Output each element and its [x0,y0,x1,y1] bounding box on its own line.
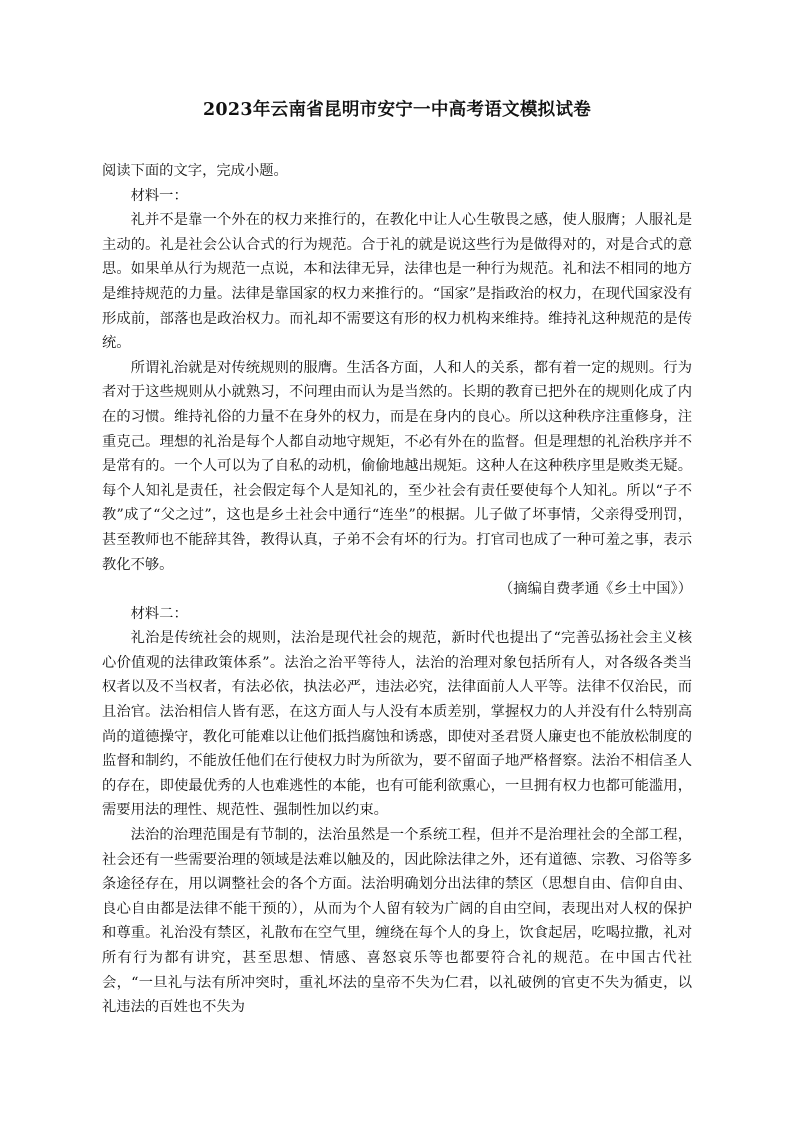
material1-label: 材料一： [130,187,188,204]
document-body [102,159,692,1020]
material2-paragraph: 法治的治理范围是有节制的，法治虽然是一个系统工程，但并不是治理社会的全部工程，社会还有一些需要治理的领域是法难以触及的，因此除法律之外，还有道德、宗教、习俗等多条途径存在，用以调整社会的各个方面。法治明确划分出法律的禁区（思想自由、信仰自由、良心自由都是法律不能干预的），从而为个人留有较为广阔的自由空间，表现出对人权的保护和尊重。礼治没有禁区，礼散布在空气里，缠绕在每个人的身上，饮食起居，吃喝拉撒，礼对所有行为都有讲究，甚至思想、情感、喜怒哀乐等也都要符合礼的规范。在中国古代社会，“一旦礼与法有所冲突时，重礼坏法的皇帝不失为仁君，以礼破例的官吏不失为循吏，以礼违法的百姓也不失为 [102,827,692,1016]
page-title: 2023年云南省昆明市安宁一中高考语文模拟试卷 [202,100,592,120]
material1-paragraph: 所谓礼治就是对传统规则的服膺。生活各方面，人和人的关系，都有着一定的规则。行为者对于这些规则从小就熟习，不问理由而认为是当然的。长期的教育已把外在的规则化成了内在的习惯。维持礼俗的力量不在身外的权力，而是在身内的良心。所以这种秩序注重修身，注重克己。理想的礼治是每个人都自动地守规矩，不必有外在的监督。但是理想的礼治秩序并不是常有的。一个人可以为了自私的动机，偷偷地越出规矩。这种人在这种秩序里是败类无疑。每个人知礼是责任，社会假定每个人是知礼的，至少社会有责任要使每个人知礼。所以“子不教”成了“父之过”，这也是乡土社会中通行“连坐”的根据。儿子做了坏事情，父亲得受刑罚，甚至教师也不能辞其咎，教得认真，子弟不会有坏的行为。打官司也成了一种可羞之事，表示教化不够。 [102,359,692,573]
material2-paragraph: 礼治是传统社会的规则，法治是现代社会的规范，新时代也提出了“完善弘扬社会主义核心价值观的法律政策体系”。法治之治平等待人，法治的治理对象包括所有人，对各级各类当权者以及不当权者，有法必依，执法必严，违法必究，法律面前人人平等。法律不仅治民，而且治官。法治相信人皆有恶，在这方面人与人没有本质差别，掌握权力的人并没有什么特别高尚的道德操守，教化可能难以让他们抵挡腐蚀和诱惑，即使对圣君贤人廉吏也不能放松制度的监督和制约，不能放任他们在行使权力时为所欲为，要不留面子地严格督察。法治不相信圣人的存在，即使最优秀的人也难逃性的本能，也有可能利欲熏心，一旦拥有权力也都可能滥用，需要用法的理性、规范性、强制性加以约束。 [102,630,692,819]
intro-instruction: 阅读下面的文字，完成小题。 [102,163,288,179]
material1-paragraph: 礼并不是靠一个外在的权力来推行的，在教化中让人心生敬畏之感，使人服膺；人服礼是主动的。礼是社会公认合式的行为规范。合于礼的就是说这些行为是做得对的，对是合式的意思。如果单从行为规范一点说，本和法律无异，法律也是一种行为规范。礼和法不相同的地方是维持规范的力量。法律是靠国家的权力来推行的。“国家”是指政治的权力，在现代国家没有形成前，部落也是政治权力。而礼却不需要这有形的权力机构来维持。维持礼这种规范的是传统。 [102,212,692,352]
material1-source: （摘编自费孝通《乡土中国》） [498,581,692,598]
material2-label: 材料二： [130,605,188,622]
